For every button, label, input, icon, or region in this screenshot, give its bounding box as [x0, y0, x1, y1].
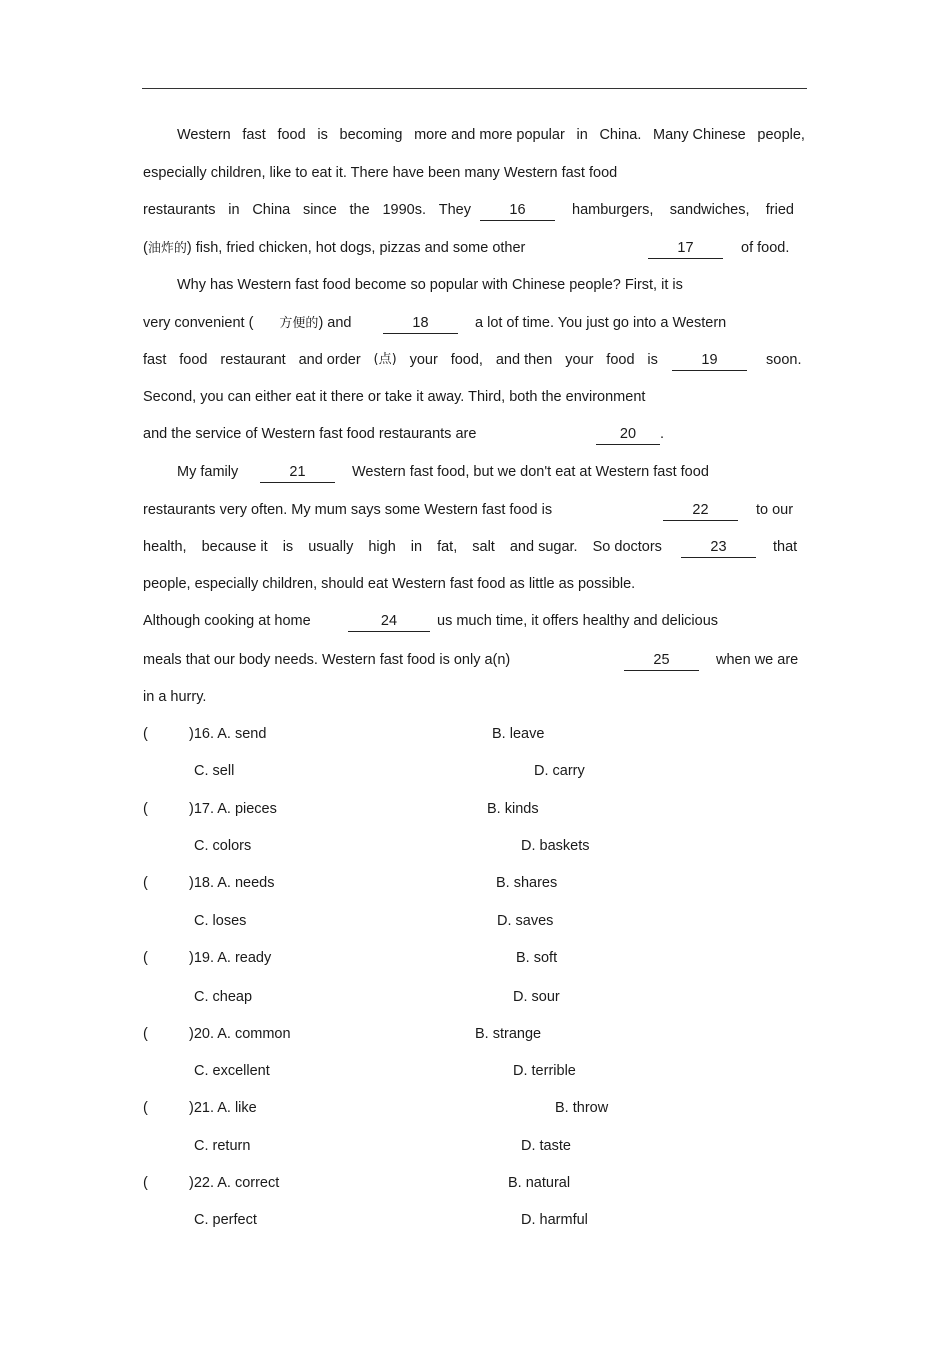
word: fast: [143, 352, 167, 368]
passage-line-16: in a hurry.: [143, 689, 207, 705]
word: food: [606, 352, 635, 368]
option-c[interactable]: C. excellent: [194, 1063, 270, 1079]
option-a[interactable]: )20. A. common: [189, 1026, 291, 1042]
text: very convenient (: [143, 315, 254, 331]
option-a[interactable]: )17. A. pieces: [189, 801, 277, 817]
word: people,: [757, 127, 805, 143]
word: usually: [308, 539, 354, 555]
word: Western: [177, 127, 231, 143]
blank-18[interactable]: 18: [383, 313, 458, 334]
passage-line-10: My family: [177, 464, 239, 480]
word: fat,: [437, 539, 458, 555]
answer-paren[interactable]: (: [143, 950, 148, 966]
passage-line-12-end: that: [773, 539, 798, 555]
passage-line-6: [143, 313, 352, 333]
word: since: [302, 202, 337, 218]
word: in: [410, 539, 423, 555]
passage-line-7: [143, 350, 658, 370]
word: sandwiches,: [669, 202, 750, 218]
word: 1990s.: [382, 202, 426, 218]
blank-16[interactable]: 16: [480, 200, 555, 221]
option-a[interactable]: )21. A. like: [189, 1100, 257, 1116]
option-d[interactable]: D. terrible: [513, 1063, 576, 1079]
chinese-gloss: 方便的: [279, 316, 319, 331]
chinese-gloss: 油炸的: [147, 241, 187, 256]
blank-25[interactable]: 25: [624, 650, 699, 671]
word: the: [349, 202, 370, 218]
option-b[interactable]: B. soft: [516, 950, 558, 966]
word: in: [228, 202, 240, 218]
answer-paren[interactable]: (: [143, 875, 148, 891]
word: restaurants: [143, 202, 216, 218]
word: more and more popular: [414, 127, 565, 143]
option-d[interactable]: D. harmful: [521, 1212, 588, 1228]
passage-line-13: people, especially children, should eat Western fast food as little as possible.: [143, 576, 636, 592]
word: food: [277, 127, 306, 143]
option-b[interactable]: B. kinds: [487, 801, 539, 817]
passage-line-6-end: a lot of time. You just go into a Western: [475, 315, 727, 331]
passage-line-3: [143, 200, 471, 220]
passage-line-9-end: .: [660, 426, 665, 442]
option-c[interactable]: C. loses: [194, 913, 247, 929]
answer-paren[interactable]: (: [143, 1026, 148, 1042]
option-d[interactable]: D. baskets: [521, 838, 590, 854]
word: and order: [298, 352, 361, 368]
text: ) fish, fried chicken, hot dogs, pizzas and some other: [186, 240, 526, 256]
paren-open: (: [143, 240, 148, 256]
text: ) and: [318, 315, 352, 331]
word: food,: [450, 352, 483, 368]
word: is: [647, 352, 658, 368]
word: salt: [472, 539, 495, 555]
word: fast: [242, 127, 266, 143]
word: fried: [765, 202, 794, 218]
passage-line-12: [143, 537, 662, 557]
option-b[interactable]: B. natural: [508, 1175, 571, 1191]
header-rule: [142, 88, 807, 89]
word: and sugar.: [509, 539, 578, 555]
passage-line-4: [143, 238, 525, 258]
option-c[interactable]: C. sell: [194, 763, 235, 779]
blank-21[interactable]: 21: [260, 462, 335, 483]
word: food: [179, 352, 208, 368]
passage-line-15-end: when we are: [716, 652, 799, 668]
option-d[interactable]: D. carry: [534, 763, 585, 779]
option-c[interactable]: C. perfect: [194, 1212, 257, 1228]
answer-paren[interactable]: (: [143, 1100, 148, 1116]
passage-line-2: especially children, like to eat it. There have been many Western fast food: [143, 165, 618, 181]
passage-line-8: Second, you can either eat it there or take it away. Third, both the environment: [143, 389, 646, 405]
passage-line-9: and the service of Western fast food restaurants are: [143, 426, 477, 442]
option-d[interactable]: D. saves: [497, 913, 554, 929]
word: because it: [201, 539, 268, 555]
option-a[interactable]: )19. A. ready: [189, 950, 272, 966]
option-c[interactable]: C. colors: [194, 838, 252, 854]
passage-line-10-end: Western fast food, but we don't eat at Western fast food: [352, 464, 709, 480]
passage-line-1: [177, 125, 805, 145]
option-a[interactable]: )16. A. send: [189, 726, 267, 742]
word: restaurant: [220, 352, 286, 368]
chinese-gloss: (点): [373, 352, 397, 367]
blank-24[interactable]: 24: [348, 611, 430, 632]
option-c[interactable]: C. return: [194, 1138, 251, 1154]
passage-line-11: restaurants very often. My mum says some Western fast food is: [143, 502, 553, 518]
word: high: [368, 539, 396, 555]
option-d[interactable]: D. sour: [513, 989, 560, 1005]
answer-paren[interactable]: (: [143, 801, 148, 817]
word: Many Chinese: [653, 127, 746, 143]
blank-19[interactable]: 19: [672, 350, 747, 371]
option-b[interactable]: B. leave: [492, 726, 545, 742]
option-b[interactable]: B. shares: [496, 875, 558, 891]
passage-line-5: Why has Western fast food become so popular with Chinese people? First, it is: [177, 277, 683, 293]
answer-paren[interactable]: (: [143, 1175, 148, 1191]
answer-paren[interactable]: (: [143, 726, 148, 742]
word: your: [565, 352, 594, 368]
word: China: [252, 202, 291, 218]
word: your: [409, 352, 438, 368]
blank-22[interactable]: 22: [663, 500, 738, 521]
passage-line-14-end: us much time, it offers healthy and delicious: [437, 613, 719, 629]
word: in: [576, 127, 588, 143]
word: China.: [599, 127, 642, 143]
option-b[interactable]: B. strange: [475, 1026, 542, 1042]
word: becoming: [339, 127, 403, 143]
passage-line-14: Although cooking at home: [143, 613, 311, 629]
word: So doctors: [592, 539, 662, 555]
word: They: [438, 202, 471, 218]
option-a[interactable]: )22. A. correct: [189, 1175, 280, 1191]
option-b[interactable]: B. throw: [555, 1100, 609, 1116]
option-c[interactable]: C. cheap: [194, 989, 253, 1005]
passage-line-15: meals that our body needs. Western fast food is only a(n): [143, 652, 511, 668]
passage-line-4-end: of food.: [741, 240, 790, 256]
word: health,: [143, 539, 187, 555]
word: hamburgers,: [572, 202, 654, 218]
word: is: [317, 127, 328, 143]
word: is: [282, 539, 294, 555]
option-a[interactable]: )18. A. needs: [189, 875, 275, 891]
option-d[interactable]: D. taste: [521, 1138, 571, 1154]
passage-line-3-end: [572, 200, 794, 220]
blank-20[interactable]: 20: [596, 424, 660, 445]
passage-line-11-end: to our: [756, 502, 794, 518]
word: and then: [495, 352, 553, 368]
blank-17[interactable]: 17: [648, 238, 723, 259]
blank-23[interactable]: 23: [681, 537, 756, 558]
passage-line-7-end: soon.: [766, 352, 802, 368]
